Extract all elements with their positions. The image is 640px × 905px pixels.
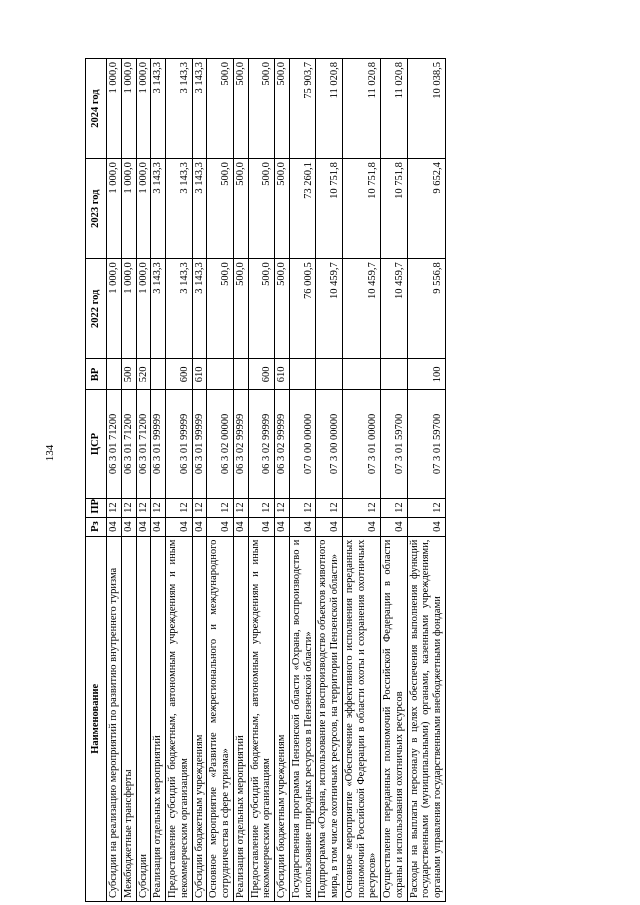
- table-row: [342, 59, 380, 902]
- cell-csr: 06 3 02 99999: [233, 390, 248, 498]
- cell-y2024: 500,0: [248, 59, 275, 159]
- cell-y2022: 10 459,7: [316, 259, 343, 359]
- cell-y2023: 500,0: [275, 159, 290, 259]
- cell-csr: 06 3 02 99999: [275, 390, 290, 498]
- cell-csr: 06 3 01 99999: [166, 390, 193, 498]
- cell-name: Субсидии бюджетным учреждениям: [192, 536, 207, 901]
- cell-y2024: 500,0: [207, 59, 234, 159]
- table-header-row: [86, 59, 107, 902]
- table-row: [121, 59, 136, 902]
- cell-pr: 12: [192, 498, 207, 517]
- header-name: Наименование: [86, 536, 107, 901]
- table-row: [316, 59, 343, 902]
- table-row: [136, 59, 151, 902]
- cell-csr: 07 0 00 00000: [289, 390, 316, 498]
- cell-y2023: 3 143,3: [151, 159, 166, 259]
- cell-y2022: 500,0: [233, 259, 248, 359]
- cell-y2022: 500,0: [248, 259, 275, 359]
- cell-y2024: 11 020,8: [316, 59, 343, 159]
- cell-rz: 04: [275, 517, 290, 536]
- cell-pr: 12: [248, 498, 275, 517]
- cell-y2023: 1 000,0: [107, 159, 122, 259]
- cell-rz: 04: [289, 517, 316, 536]
- cell-vr: [289, 359, 316, 390]
- cell-name: Реализация отдельных мероприятий: [233, 536, 248, 901]
- cell-pr: 12: [207, 498, 234, 517]
- header-vr: ВР: [86, 359, 107, 390]
- cell-y2023: 73 260,1: [289, 159, 316, 259]
- cell-y2022: 3 143,3: [166, 259, 193, 359]
- cell-pr: 12: [381, 498, 408, 517]
- cell-vr: 100: [407, 359, 445, 390]
- cell-name: Предоставление субсидий бюджетным, автономным учреждениям и иным некоммерческим организациям: [166, 536, 193, 901]
- rotated-table-container: [85, 58, 554, 902]
- cell-csr: 06 3 01 99999: [192, 390, 207, 498]
- cell-name: Осуществление переданных полномочий Российской Федерации в области охраны и использования охотничьих ресурсов: [381, 536, 408, 901]
- cell-rz: 04: [233, 517, 248, 536]
- cell-y2023: 500,0: [207, 159, 234, 259]
- cell-csr: 06 3 01 71200: [107, 390, 122, 498]
- cell-rz: 04: [381, 517, 408, 536]
- header-2024: 2024 год: [86, 59, 107, 159]
- cell-y2024: 500,0: [275, 59, 290, 159]
- header-2022: 2022 год: [86, 259, 107, 359]
- cell-y2022: 3 143,3: [192, 259, 207, 359]
- cell-y2023: 500,0: [248, 159, 275, 259]
- cell-rz: 04: [248, 517, 275, 536]
- table-row: [192, 59, 207, 902]
- cell-y2024: 10 038,5: [407, 59, 445, 159]
- cell-vr: 610: [192, 359, 207, 390]
- cell-csr: 07 3 00 00000: [316, 390, 343, 498]
- cell-name: Межбюджетные трансферты: [121, 536, 136, 901]
- cell-y2023: 500,0: [233, 159, 248, 259]
- cell-y2024: 1 000,0: [107, 59, 122, 159]
- table-row: [275, 59, 290, 902]
- cell-vr: [381, 359, 408, 390]
- cell-y2024: 3 143,3: [166, 59, 193, 159]
- cell-y2022: 1 000,0: [121, 259, 136, 359]
- header-pr: ПР: [86, 498, 107, 517]
- cell-csr: 07 3 01 59700: [381, 390, 408, 498]
- cell-pr: 12: [151, 498, 166, 517]
- cell-y2022: 3 143,3: [151, 259, 166, 359]
- cell-csr: 06 3 02 99999: [248, 390, 275, 498]
- cell-name: Реализация отдельных мероприятий: [151, 536, 166, 901]
- table-row: [207, 59, 234, 902]
- cell-pr: 12: [107, 498, 122, 517]
- cell-csr: 06 3 01 71200: [121, 390, 136, 498]
- cell-rz: 04: [192, 517, 207, 536]
- cell-vr: [151, 359, 166, 390]
- cell-rz: 04: [407, 517, 445, 536]
- cell-y2023: 10 751,8: [342, 159, 380, 259]
- cell-name: Субсидии бюджетным учреждениям: [275, 536, 290, 901]
- cell-name: Субсидии: [136, 536, 151, 901]
- cell-vr: [207, 359, 234, 390]
- cell-y2024: 3 143,3: [151, 59, 166, 159]
- cell-pr: 12: [233, 498, 248, 517]
- table-row: [166, 59, 193, 902]
- cell-name: Подпрограмма «Охрана, использование и воспроизводство объектов животного мира, в том числе охотничьих ресурсов, на территории Пензенской области»: [316, 536, 343, 901]
- cell-y2022: 500,0: [207, 259, 234, 359]
- cell-csr: 07 3 01 00000: [342, 390, 380, 498]
- page-number: 134: [44, 444, 56, 462]
- cell-pr: 12: [121, 498, 136, 517]
- cell-name: Основное мероприятие «Развитие межрегионального и международного сотрудничества в сфере туризма»: [207, 536, 234, 901]
- cell-y2024: 1 000,0: [121, 59, 136, 159]
- cell-rz: 04: [107, 517, 122, 536]
- table-row: [233, 59, 248, 902]
- cell-y2024: 500,0: [233, 59, 248, 159]
- cell-name: Расходы на выплаты персоналу в целях обеспечения выполнения функций государственными (муниципальными) органами, казенными учреждениями, органами управления государственными внебюджетными фондами: [407, 536, 445, 901]
- cell-csr: 06 3 02 00000: [207, 390, 234, 498]
- cell-vr: 600: [248, 359, 275, 390]
- cell-y2023: 10 751,8: [316, 159, 343, 259]
- cell-y2023: 10 751,8: [381, 159, 408, 259]
- cell-y2023: 3 143,3: [192, 159, 207, 259]
- cell-rz: 04: [316, 517, 343, 536]
- cell-pr: 12: [275, 498, 290, 517]
- cell-y2023: 9 652,4: [407, 159, 445, 259]
- cell-pr: 12: [166, 498, 193, 517]
- cell-y2022: 1 000,0: [136, 259, 151, 359]
- cell-y2024: 75 903,7: [289, 59, 316, 159]
- cell-y2022: 9 556,8: [407, 259, 445, 359]
- cell-rz: 04: [151, 517, 166, 536]
- cell-rz: 04: [121, 517, 136, 536]
- cell-rz: 04: [342, 517, 380, 536]
- table-row: [381, 59, 408, 902]
- cell-name: Основное мероприятие «Обеспечение эффективного исполнения переданных полномочий Российской Федерации в области охоты и сохранения охотничьих ресурсов»: [342, 536, 380, 901]
- cell-vr: 610: [275, 359, 290, 390]
- cell-csr: 06 3 01 71200: [136, 390, 151, 498]
- cell-y2024: 11 020,8: [381, 59, 408, 159]
- cell-name: Предоставление субсидий бюджетным, автономным учреждениям и иным некоммерческим организациям: [248, 536, 275, 901]
- cell-rz: 04: [166, 517, 193, 536]
- table-row: [289, 59, 316, 902]
- cell-vr: 600: [166, 359, 193, 390]
- cell-y2023: 3 143,3: [166, 159, 193, 259]
- header-rz: Рз: [86, 517, 107, 536]
- cell-y2022: 500,0: [275, 259, 290, 359]
- table-row: [151, 59, 166, 902]
- cell-y2023: 1 000,0: [121, 159, 136, 259]
- cell-y2022: 10 459,7: [342, 259, 380, 359]
- cell-y2024: 11 020,8: [342, 59, 380, 159]
- cell-y2022: 1 000,0: [107, 259, 122, 359]
- table-row: [407, 59, 445, 902]
- cell-vr: 520: [136, 359, 151, 390]
- cell-vr: [233, 359, 248, 390]
- table-row: [248, 59, 275, 902]
- cell-csr: 07 3 01 59700: [407, 390, 445, 498]
- table-row: [107, 59, 122, 902]
- cell-y2024: 3 143,3: [192, 59, 207, 159]
- cell-y2022: 76 000,5: [289, 259, 316, 359]
- cell-vr: 500: [121, 359, 136, 390]
- cell-name: Государственная программа Пензенской области «Охрана, воспроизводство и использование природных ресурсов в Пензенской области»: [289, 536, 316, 901]
- cell-y2023: 1 000,0: [136, 159, 151, 259]
- cell-pr: 12: [316, 498, 343, 517]
- cell-pr: 12: [407, 498, 445, 517]
- header-csr: ЦСР: [86, 390, 107, 498]
- cell-pr: 12: [342, 498, 380, 517]
- cell-rz: 04: [136, 517, 151, 536]
- cell-rz: 04: [207, 517, 234, 536]
- cell-pr: 12: [136, 498, 151, 517]
- header-2023: 2023 год: [86, 159, 107, 259]
- budget-table: [85, 58, 446, 902]
- cell-pr: 12: [289, 498, 316, 517]
- cell-y2024: 1 000,0: [136, 59, 151, 159]
- cell-vr: [342, 359, 380, 390]
- cell-vr: [107, 359, 122, 390]
- cell-vr: [316, 359, 343, 390]
- cell-name: Субсидии на реализацию мероприятий по развитию внутреннего туризма: [107, 536, 122, 901]
- cell-csr: 06 3 01 99999: [151, 390, 166, 498]
- cell-y2022: 10 459,7: [381, 259, 408, 359]
